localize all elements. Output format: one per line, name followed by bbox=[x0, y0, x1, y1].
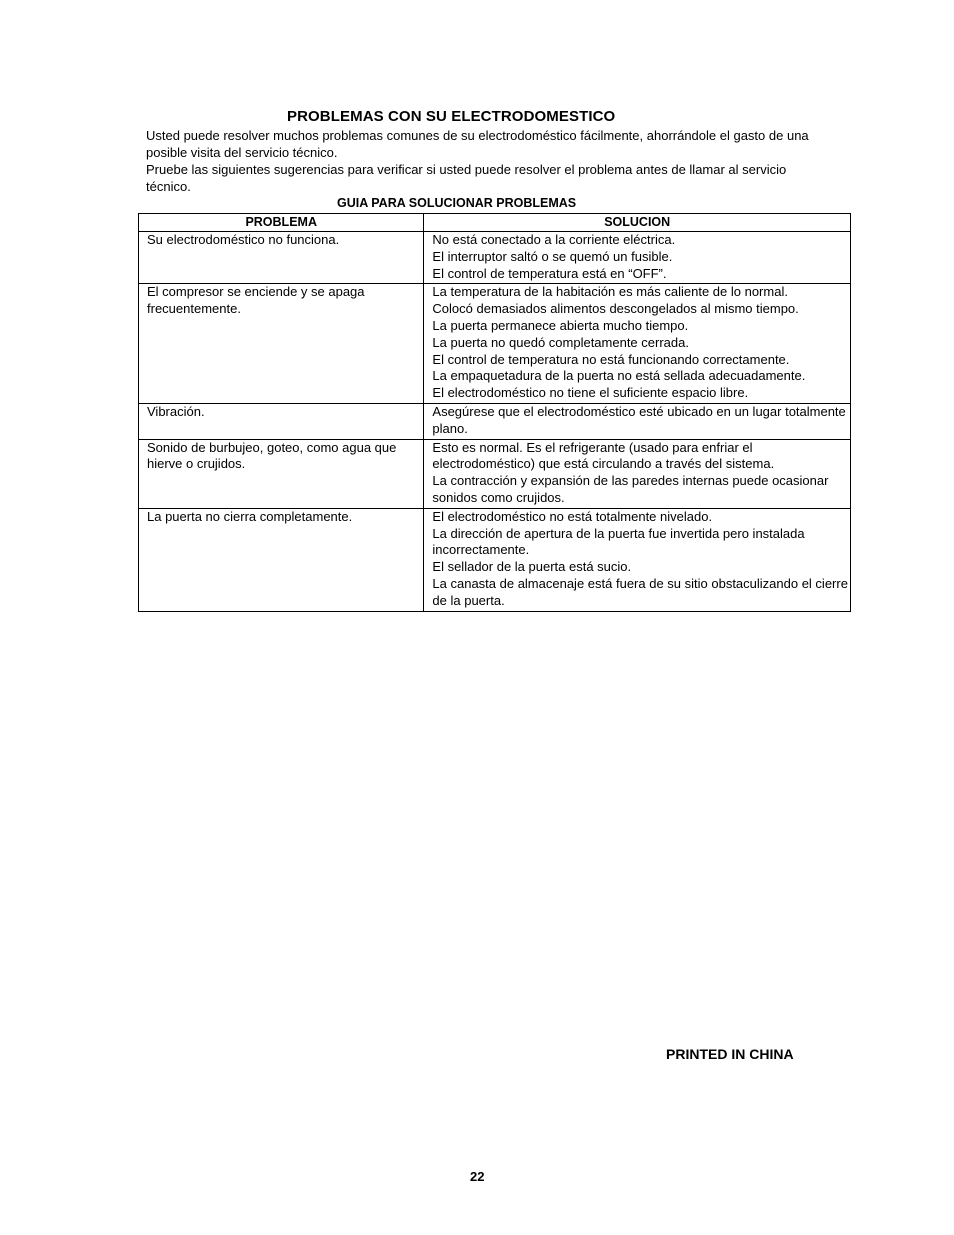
solution-item: Asegúrese que el electrodoméstico esté ubicado en un lugar totalmente plano. bbox=[432, 403, 846, 436]
solution-item: La puerta no quedó completamente cerrada. bbox=[432, 334, 689, 350]
problem-cell: La puerta no cierra completamente. bbox=[139, 508, 424, 611]
solution-item: La dirección de apertura de la puerta fue invertida pero instalada incorrectamente. bbox=[432, 525, 805, 558]
problem-cell: Sonido de burbujeo, goteo, como agua que hierve o crujidos. bbox=[139, 439, 424, 508]
table-row bbox=[139, 284, 851, 404]
intro-paragraph: Pruebe las siguientes sugerencias para verificar si usted puede resolver el problema antes de llamar al servicio técnico. bbox=[146, 162, 787, 194]
solution-item: La canasta de almacenaje está fuera de su sitio obstaculizando el cierre de la puerta. bbox=[432, 575, 848, 608]
column-header-problem: PROBLEMA bbox=[139, 214, 424, 232]
solution-item: El control de temperatura está en “OFF”. bbox=[432, 265, 667, 281]
intro-paragraph: Usted puede resolver muchos problemas comunes de su electrodoméstico fácilmente, ahorrándole el gasto de una posible visita del servicio técnico. bbox=[146, 128, 809, 160]
solution-item: No está conectado a la corriente eléctrica. bbox=[432, 232, 676, 247]
problem-cell: Vibración. bbox=[139, 403, 424, 439]
table-row bbox=[139, 403, 851, 439]
problem-cell: El compresor se enciende y se apaga frecuentemente. bbox=[139, 284, 424, 404]
table-row bbox=[139, 232, 851, 284]
table-header-row bbox=[139, 214, 851, 232]
solution-cell bbox=[424, 232, 851, 284]
table-body bbox=[139, 232, 851, 612]
solution-cell bbox=[424, 508, 851, 611]
solution-item: La empaquetadura de la puerta no está sellada adecuadamente. bbox=[432, 368, 806, 384]
page-title: PROBLEMAS CON SU ELECTRODOMESTICO bbox=[287, 108, 616, 125]
page-number: 22 bbox=[470, 1169, 485, 1184]
solution-item: El interruptor saltó o se quemó un fusible. bbox=[432, 248, 673, 264]
solution-item: El electrodoméstico no está totalmente nivelado. bbox=[432, 508, 713, 524]
troubleshooting-table bbox=[138, 213, 851, 612]
column-header-solution: SOLUCION bbox=[424, 214, 851, 232]
solution-item: La contracción y expansión de las paredes internas puede ocasionar sonidos como crujidos. bbox=[432, 473, 829, 505]
solution-item: El control de temperatura no está funcionando correctamente. bbox=[432, 351, 790, 367]
printed-in-note: PRINTED IN CHINA bbox=[666, 1046, 794, 1062]
solution-item: La puerta permanece abierta mucho tiempo. bbox=[432, 317, 689, 333]
solution-item: El electrodoméstico no tiene el suficiente espacio libre. bbox=[432, 385, 749, 401]
solution-cell bbox=[424, 284, 851, 404]
solution-item: Esto es normal. Es el refrigerante (usado para enfriar el electrodoméstico) que está circulando a través del sistema. bbox=[432, 439, 775, 472]
solution-item: Colocó demasiados alimentos descongelados al mismo tiempo. bbox=[432, 301, 799, 317]
solution-item: El sellador de la puerta está sucio. bbox=[432, 559, 632, 575]
solution-cell bbox=[424, 403, 851, 439]
problem-cell: Su electrodoméstico no funciona. bbox=[139, 232, 424, 284]
table-row bbox=[139, 508, 851, 611]
intro-text bbox=[146, 127, 826, 195]
solution-cell bbox=[424, 439, 851, 508]
table-title: GUIA PARA SOLUCIONAR PROBLEMAS bbox=[337, 196, 577, 210]
solution-item: La temperatura de la habitación es más caliente de lo normal. bbox=[432, 284, 788, 300]
table-row bbox=[139, 439, 851, 508]
